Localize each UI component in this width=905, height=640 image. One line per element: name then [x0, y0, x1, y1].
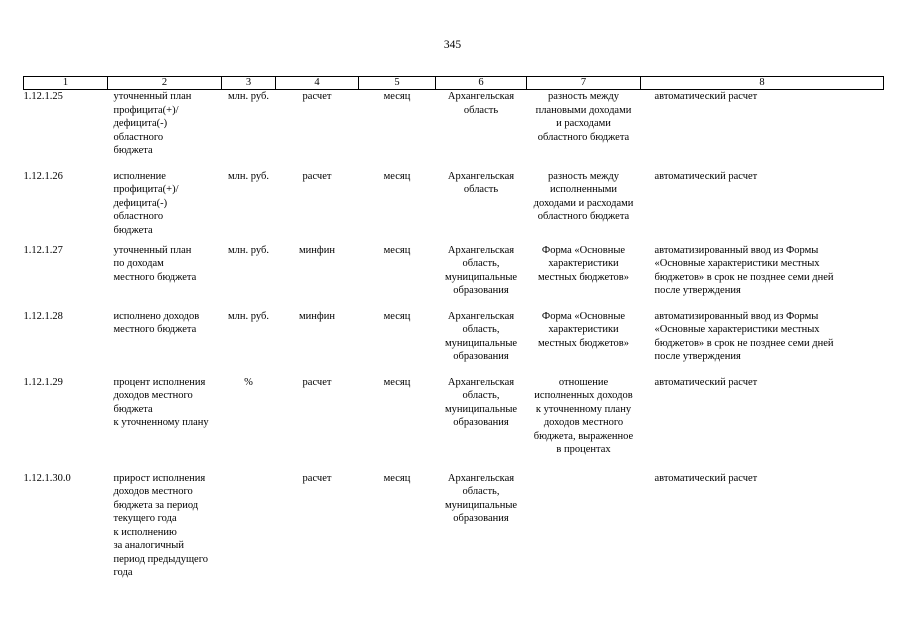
periodicity: месяц — [383, 91, 411, 102]
periodicity: месяц — [383, 376, 411, 388]
periodicity: месяц — [383, 310, 411, 322]
unit — [222, 472, 276, 582]
calculation-method: Форма «Основные характеристики местных бюджетов» — [537, 244, 630, 283]
data-source: расчет — [302, 472, 332, 484]
input-method: автоматический расчет — [654, 472, 758, 484]
territorial-level: Архангельская область, муниципальные образования — [444, 244, 518, 296]
table-row — [24, 244, 884, 310]
col-header-5: 5 — [359, 77, 436, 90]
page-number: 345 — [443, 39, 462, 51]
input-method: автоматизированный ввод из Формы «Основные характеристики местных бюджетов» в срок не позднее семи дней после утверждения — [654, 310, 834, 362]
unit: млн. руб. — [228, 310, 269, 322]
col-header-7: 7 — [527, 77, 641, 90]
data-source: минфин — [299, 310, 335, 322]
col-header-6: 6 — [436, 77, 527, 90]
territorial-level: Архангельская область — [447, 170, 515, 195]
indicator-name: уточненный план по доходам местного бюджета — [113, 244, 197, 283]
table-row — [24, 170, 884, 244]
indicator-code: 1.12.1.29 — [23, 376, 63, 388]
data-source: минфин — [299, 244, 335, 256]
unit: млн. руб. — [228, 170, 269, 182]
territorial-level: Архангельская область — [447, 91, 515, 116]
col-header-1: 1 — [24, 77, 108, 90]
indicator-code: 1.12.1.30.0 — [23, 472, 71, 484]
indicator-name: исполнено доходов местного бюджета — [113, 310, 200, 335]
column-number-header — [24, 77, 884, 90]
periodicity: месяц — [383, 170, 411, 182]
data-source: расчет — [302, 170, 332, 182]
indicator-code: 1.12.1.26 — [23, 170, 63, 182]
table-row — [24, 310, 884, 376]
periodicity: месяц — [383, 244, 411, 256]
territorial-level: Архангельская область, муниципальные образования — [444, 376, 518, 428]
table-row — [24, 376, 884, 472]
periodicity: месяц — [383, 472, 411, 484]
input-method: автоматический расчет — [654, 91, 758, 102]
input-method: автоматизированный ввод из Формы «Основные характеристики местных бюджетов» в срок не позднее семи дней после утверждения — [654, 244, 834, 296]
unit: млн. руб. — [228, 91, 269, 102]
unit: млн. руб. — [228, 244, 269, 256]
calculation-method: отношение исполненных доходов к уточненному плану доходов местного бюджета, выраженное в процентах — [533, 376, 634, 455]
data-source: расчет — [302, 91, 332, 102]
col-header-2: 2 — [108, 77, 222, 90]
unit: % — [244, 376, 253, 388]
table-row — [24, 472, 884, 582]
col-header-3: 3 — [222, 77, 276, 90]
col-header-8: 8 — [641, 77, 884, 90]
indicator-name: прирост исполнения доходов местного бюджета за период текущего года к исполнению за аналогичный период предыдущего года — [113, 472, 208, 578]
input-method: автоматический расчет — [654, 170, 758, 182]
table-row — [24, 90, 884, 170]
calculation-method: Форма «Основные характеристики местных бюджетов» — [537, 310, 630, 349]
calculation-method: разность между плановыми доходами и расходами областного бюджета — [535, 91, 632, 143]
data-source: расчет — [302, 376, 332, 388]
indicator-code: 1.12.1.27 — [23, 244, 63, 256]
indicator-code: 1.12.1.25 — [23, 91, 63, 102]
calculation-method: разность между исполненными доходами и расходами областного бюджета — [533, 170, 634, 222]
indicator-name: исполнение профицита(+)/ дефицита(-) областного бюджета — [113, 170, 179, 236]
territorial-level: Архангельская область, муниципальные образования — [444, 310, 518, 362]
territorial-level: Архангельская область, муниципальные образования — [444, 472, 518, 524]
calculation-method — [527, 472, 641, 582]
indicator-name: процент исполнения доходов местного бюджета к уточненному плану — [113, 376, 209, 428]
input-method: автоматический расчет — [654, 376, 758, 388]
indicator-code: 1.12.1.28 — [23, 310, 63, 322]
indicators-table — [23, 76, 884, 582]
col-header-4: 4 — [276, 77, 359, 90]
indicator-name: уточненный план профицита(+)/ дефицита(-) областного бюджета — [113, 91, 192, 156]
